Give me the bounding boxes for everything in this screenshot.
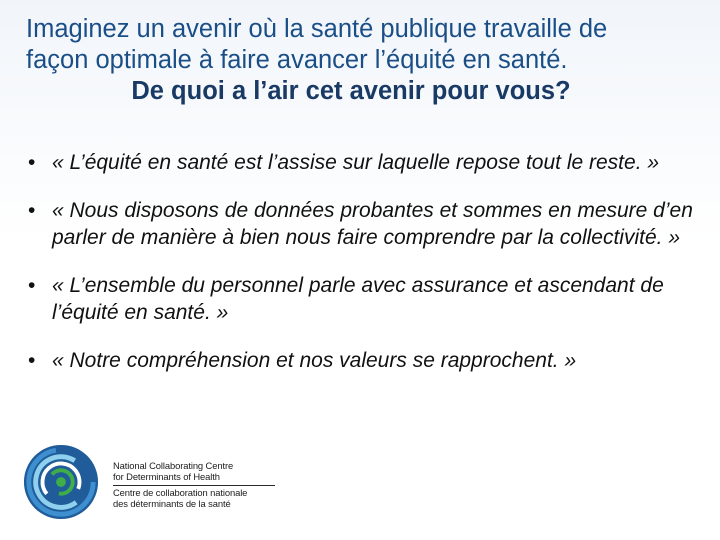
bullet-item-1 xyxy=(28,149,698,176)
nccdh-spiral-logo-icon xyxy=(22,443,100,521)
bullet-list xyxy=(28,149,698,395)
title-line-1: Imaginez un avenir où la santé publique travaille de xyxy=(26,15,608,43)
bullet-item-4 xyxy=(28,347,698,374)
title-line-2: façon optimale à faire avancer l’équité en santé. xyxy=(26,46,568,74)
bullet-marker: • xyxy=(28,349,36,372)
bullet-item-3 xyxy=(28,272,698,326)
title-question: De quoi a l’air cet avenir pour vous? xyxy=(131,77,571,105)
bullet-text: « L’ensemble du personnel parle avec assurance et ascendant de l’équité en santé. » xyxy=(52,274,664,324)
bullet-marker: • xyxy=(28,274,36,297)
bullet-item-2 xyxy=(28,197,698,251)
slide-title xyxy=(26,14,706,107)
bullet-text: « Nous disposons de données probantes et sommes en mesure d’en parler de manière à bien nous faire comprendre par la collectivité. » xyxy=(52,199,693,249)
bullet-text: « L’équité en santé est l’assise sur laquelle repose tout le reste. » xyxy=(52,151,660,174)
bullet-text: « Notre compréhension et nos valeurs se rapprochent. » xyxy=(52,349,577,372)
logo-english-line-2: for Determinants of Health xyxy=(113,470,220,482)
logo-english-line-1: National Collaborating Centre xyxy=(113,460,234,471)
bullet-marker: • xyxy=(28,151,36,174)
logo-divider xyxy=(113,485,275,486)
nccdh-logo xyxy=(22,443,282,521)
logo-french-line-1: Centre de collaboration nationale xyxy=(113,487,248,498)
logo-french-line-2: des déterminants de la santé xyxy=(113,497,231,509)
logo-text xyxy=(113,461,283,509)
bullet-marker: • xyxy=(28,199,36,222)
